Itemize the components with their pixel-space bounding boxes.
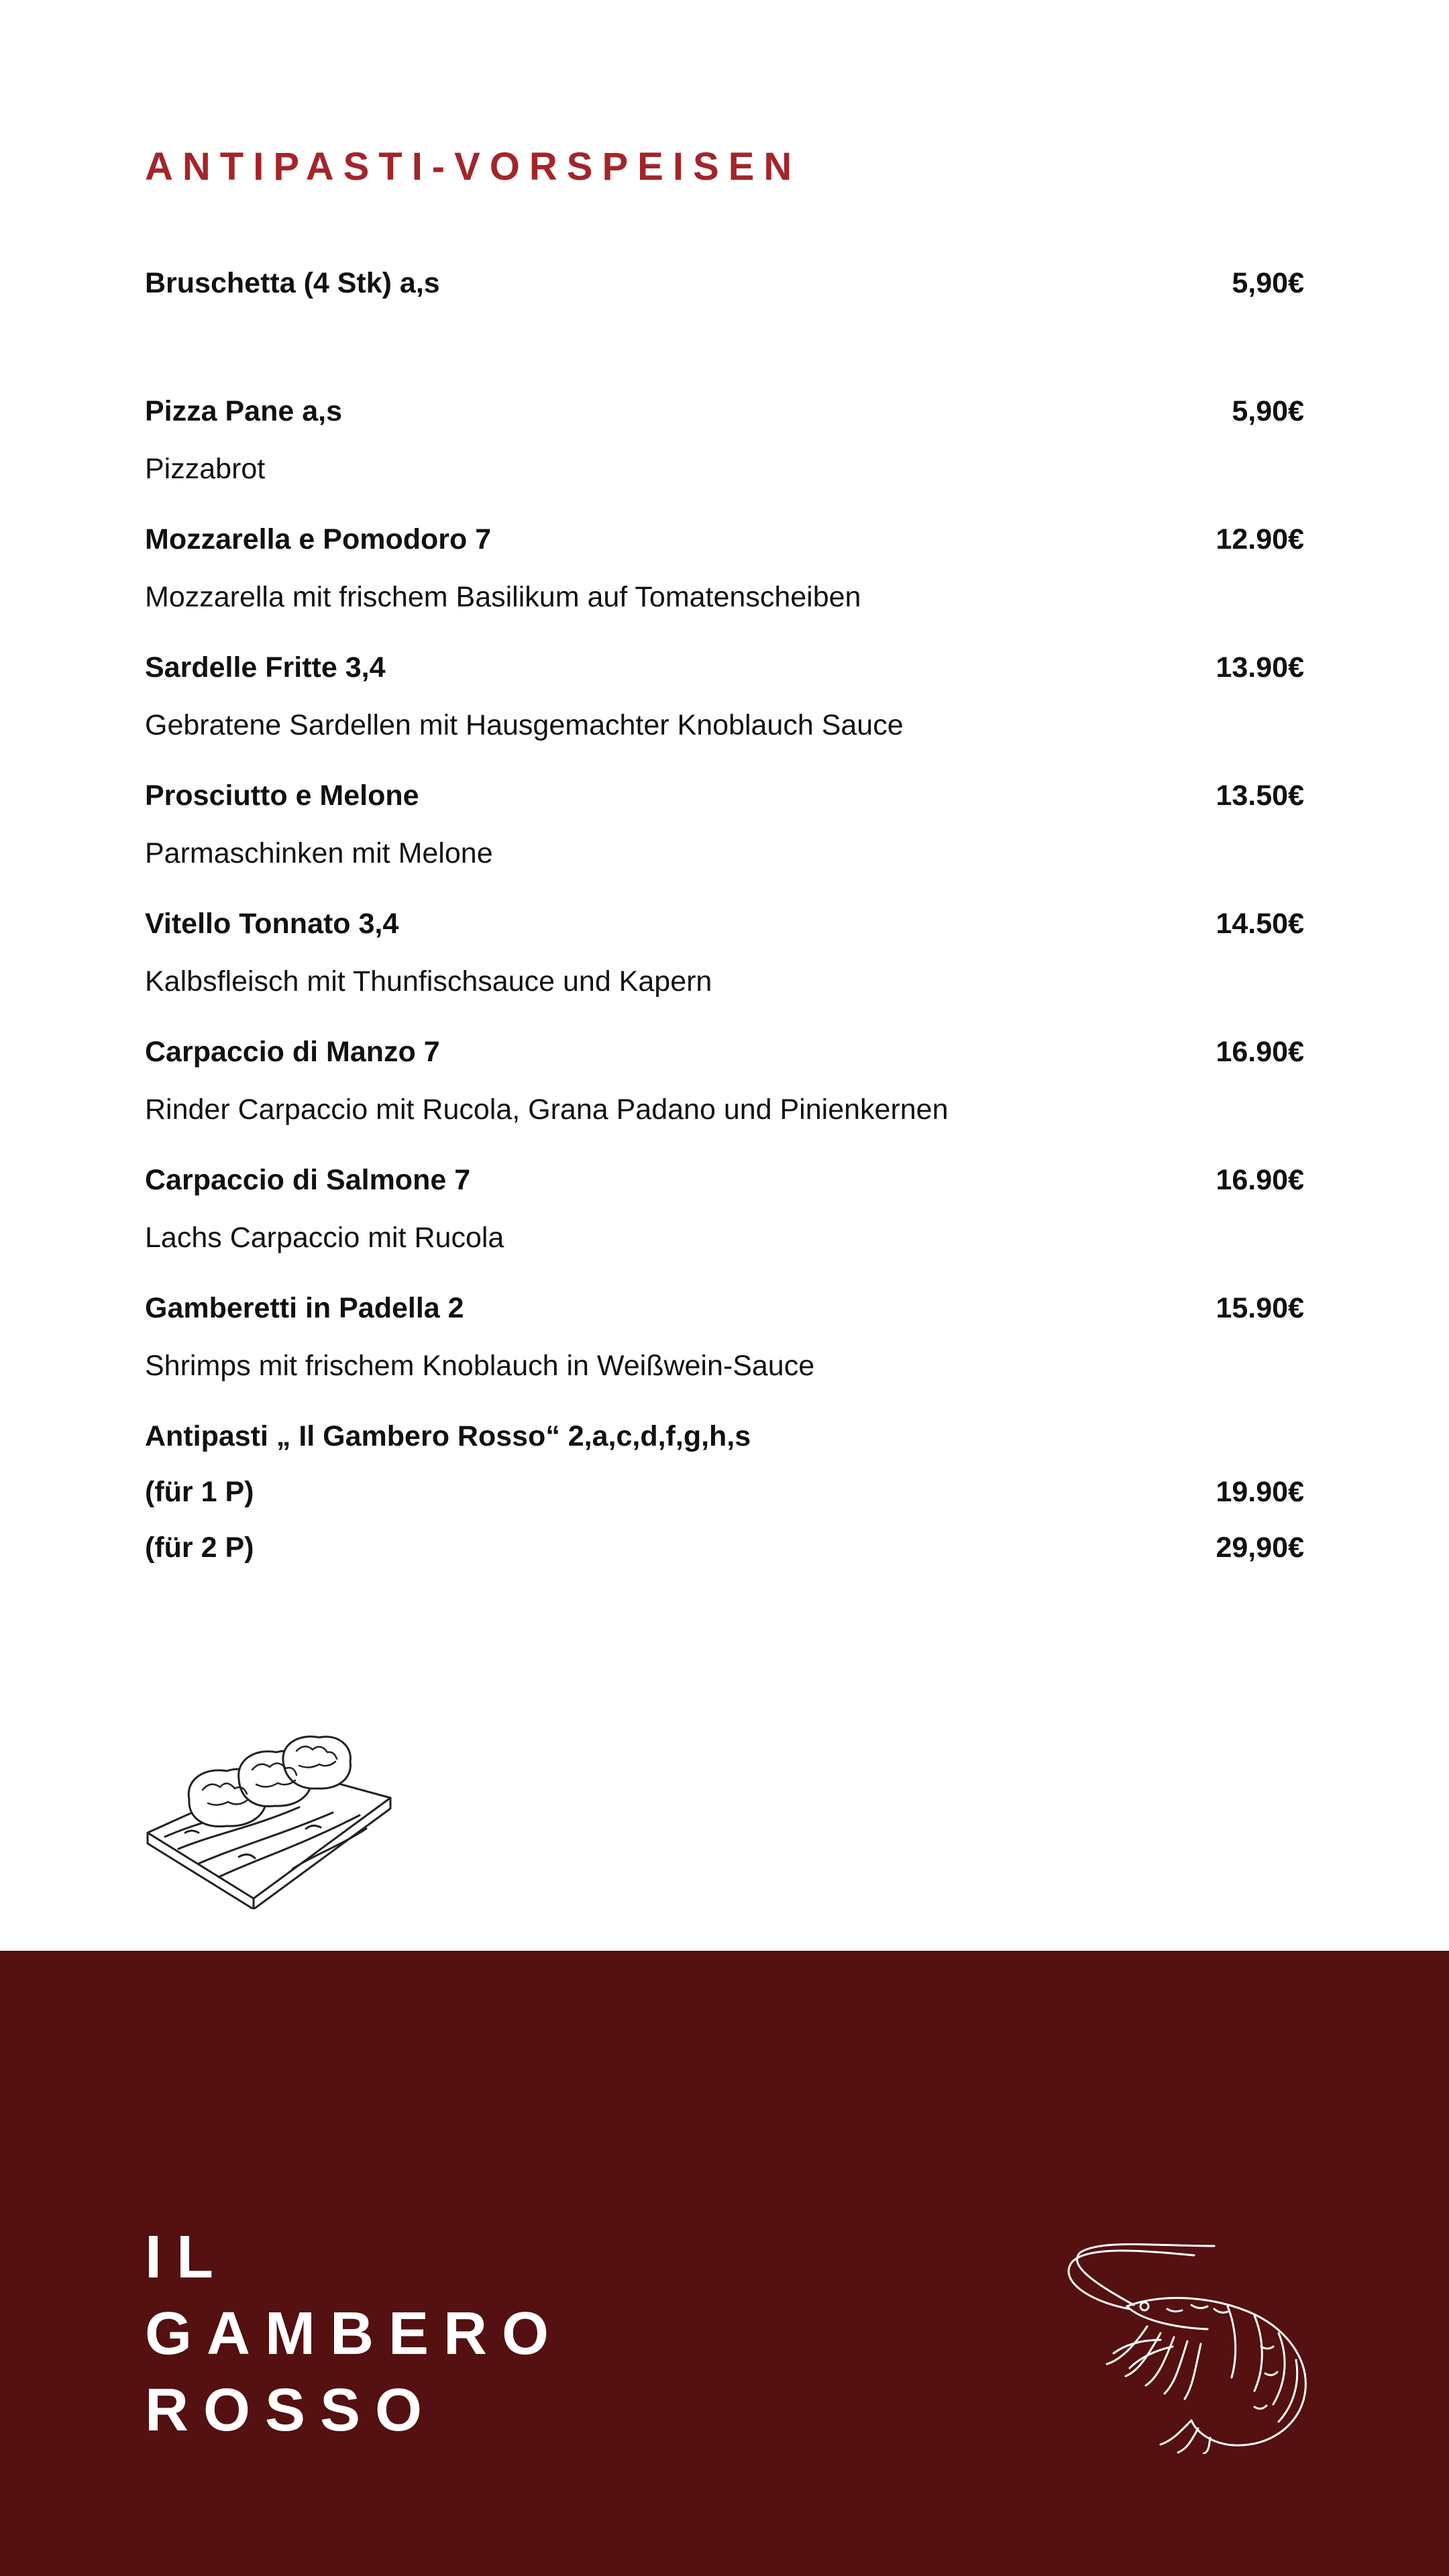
item-name: Bruschetta (4 Stk) a,s bbox=[145, 267, 440, 299]
item-price: 13.50€ bbox=[1216, 780, 1304, 812]
item-price: 16.90€ bbox=[1216, 1164, 1304, 1196]
item-price: 12.90€ bbox=[1216, 523, 1304, 555]
menu-item bbox=[145, 523, 1304, 564]
menu-item bbox=[145, 395, 1304, 435]
item-price: 14.50€ bbox=[1216, 908, 1304, 940]
shrimp-icon bbox=[1060, 2239, 1315, 2454]
option-label: (für 1 P) bbox=[145, 1476, 254, 1508]
menu-item bbox=[145, 780, 1304, 820]
item-description: Shrimps mit frischem Knoblauch in Weißwein-Sauce bbox=[145, 1350, 815, 1382]
item-name: Sardelle Fritte 3,4 bbox=[145, 651, 386, 684]
item-price: 15.90€ bbox=[1216, 1292, 1304, 1324]
menu-item bbox=[145, 1164, 1304, 1204]
menu-item bbox=[145, 651, 1304, 692]
menu-item-platter bbox=[145, 1420, 1304, 1460]
item-name: Antipasti „ Il Gambero Rosso“ 2,a,c,d,f,g,h,s bbox=[145, 1420, 751, 1452]
option-price: 19.90€ bbox=[1216, 1476, 1304, 1508]
item-name: Vitello Tonnato 3,4 bbox=[145, 908, 399, 940]
item-description: Rinder Carpaccio mit Rucola, Grana Padano und Pinienkernen bbox=[145, 1093, 949, 1126]
menu-item bbox=[145, 1036, 1304, 1076]
menu-item bbox=[145, 267, 1304, 307]
footer-band bbox=[0, 1951, 1449, 2576]
brand-line: ROSSO bbox=[145, 2377, 437, 2444]
platter-option bbox=[145, 1476, 1304, 1516]
item-description: Mozzarella mit frischem Basilikum auf Tomatenscheiben bbox=[145, 581, 861, 613]
item-description: Kalbsfleisch mit Thunfischsauce und Kapern bbox=[145, 965, 712, 998]
platter-option bbox=[145, 1532, 1304, 1572]
item-description: Gebratene Sardellen mit Hausgemachter Knoblauch Sauce bbox=[145, 709, 904, 741]
item-description: Lachs Carpaccio mit Rucola bbox=[145, 1222, 504, 1254]
brand-line: IL bbox=[145, 2224, 228, 2291]
menu-item bbox=[145, 1292, 1304, 1332]
option-label: (für 2 P) bbox=[145, 1532, 254, 1564]
item-name: Gamberetti in Padella 2 bbox=[145, 1292, 464, 1324]
brand-line: GAMBERO bbox=[145, 2300, 564, 2367]
option-price: 29,90€ bbox=[1216, 1532, 1304, 1564]
item-price: 5,90€ bbox=[1232, 267, 1304, 299]
item-price: 5,90€ bbox=[1232, 395, 1304, 427]
item-name: Carpaccio di Manzo 7 bbox=[145, 1036, 440, 1068]
item-name: Carpaccio di Salmone 7 bbox=[145, 1164, 471, 1196]
bruschetta-board-icon bbox=[138, 1715, 400, 1909]
item-name: Pizza Pane a,s bbox=[145, 395, 342, 427]
item-description: Pizzabrot bbox=[145, 453, 266, 485]
item-price: 13.90€ bbox=[1216, 651, 1304, 684]
section-title: ANTIPASTI-VORSPEISEN bbox=[145, 145, 802, 189]
brand-name bbox=[145, 2219, 564, 2449]
item-price: 16.90€ bbox=[1216, 1036, 1304, 1068]
item-name: Mozzarella e Pomodoro 7 bbox=[145, 523, 492, 555]
item-name: Prosciutto e Melone bbox=[145, 780, 419, 812]
menu-item bbox=[145, 908, 1304, 948]
item-description: Parmaschinken mit Melone bbox=[145, 837, 493, 869]
